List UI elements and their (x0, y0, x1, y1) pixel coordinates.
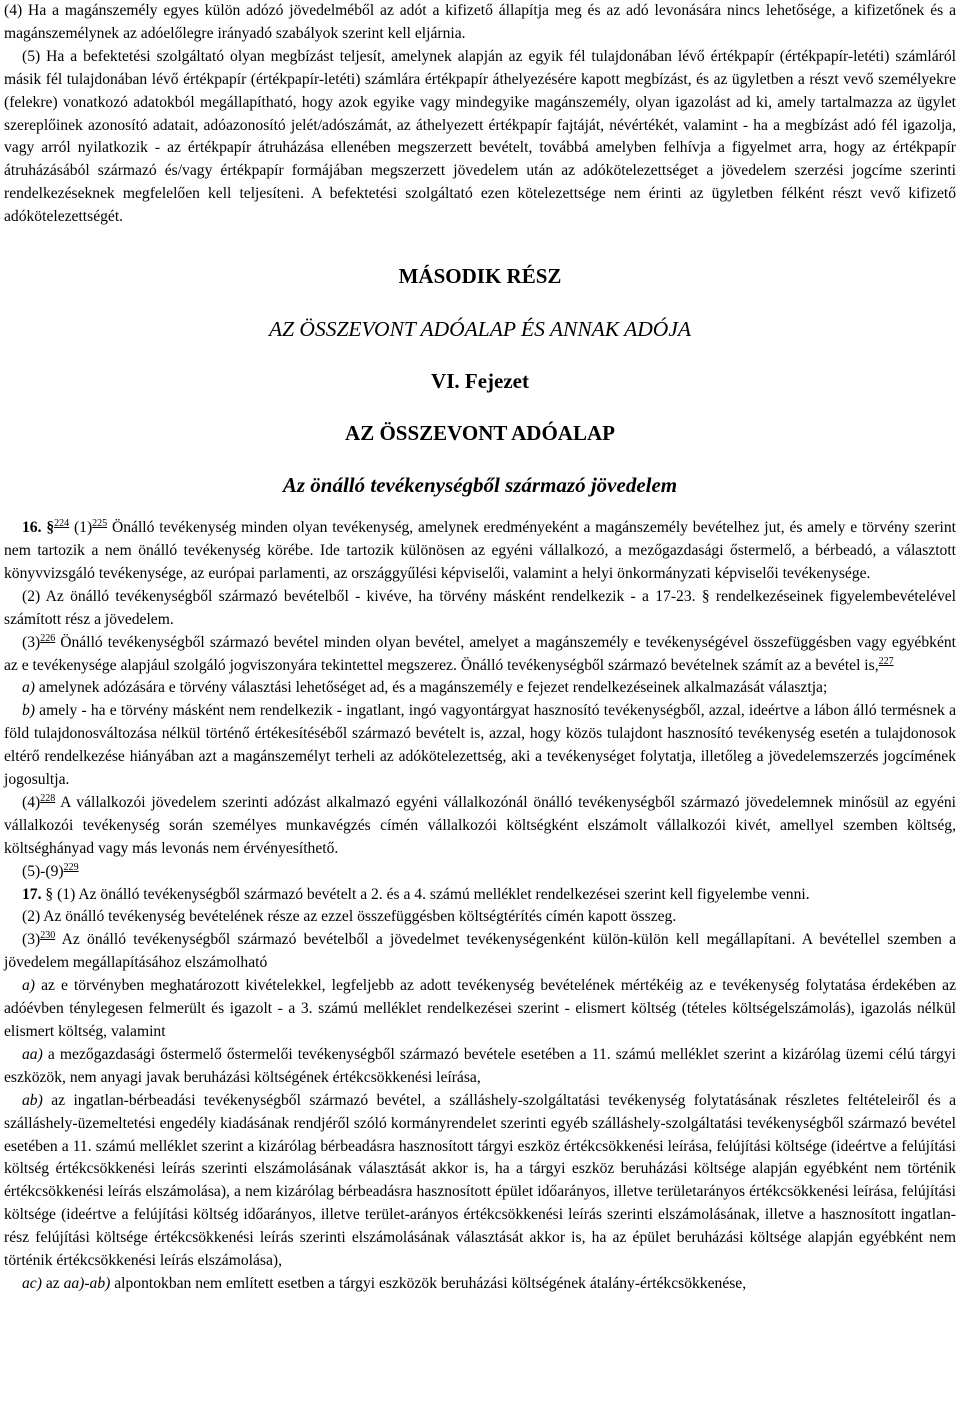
point-aa-text: a mezőgazdasági őstermelő őstermelői tevékenységből származó bevétele esetében a 11. számú melléklet szerint a kizárólag üzemi célú tárgyi eszközök, nem anyagi javak beruházási költségének értékcsökkenési leírása, (4, 1045, 956, 1086)
section-16-number: 16. § (22, 519, 55, 537)
s16-p4-text: A vállalkozói jövedelem szerinti adózást alkalmazó egyéni vállalkozónál önálló tevékenységből származó jövedelemnek minősül az egyéni vállalkozói tevékenység során személyes munkavégzés címén vállalkozói költségként elszámolt vállalkozói kivét, amellyel szemben költség, költséghányad vagy más levonás nem érvényesíthető. (4, 793, 956, 857)
section-17-point-a (4, 975, 956, 1044)
footnote-ref-227[interactable]: 227 (878, 655, 894, 667)
section-16-paragraph-1 (4, 517, 956, 586)
section-16-point-a (4, 677, 956, 700)
section-17-number: 17. (22, 885, 42, 903)
point-b-label: b) (22, 702, 35, 720)
section-17-point-ac (4, 1273, 956, 1296)
s16-p5-prefix: (5)-(9) (22, 862, 64, 880)
part-title: AZ ÖSSZEVONT ADÓALAP ÉS ANNAK ADÓJA (268, 317, 692, 342)
point-ac-text: alpontokban nem említett esetben a tárgyi eszközök beruházási költségének átalány-értékcsökkenése, (110, 1274, 747, 1292)
s17-p3-prefix: (3) (22, 931, 41, 949)
footnote-ref-229[interactable]: 229 (63, 861, 79, 873)
s17-point-a-label: a) (22, 977, 35, 995)
section-17-point-aa (4, 1044, 956, 1090)
footnote-ref-228[interactable]: 228 (40, 792, 56, 804)
footnote-ref-225[interactable]: 225 (92, 518, 108, 530)
section-16-paragraph-3 (4, 632, 956, 678)
chapter-heading: VI. Fejezet (431, 369, 529, 394)
s17-point-a-text: az e törvényben meghatározott kivételekkel, legfeljebb az adott tevékenység bevételének mértékéig az e tevékenység folytatása érdekében az adóévben ténylegesen felmerült és igazolt - a 3. számú melléklet rendelkezései szerint - elismert költség (tételes költségelszámolás), igazolás nélkül elismert költség, valamint (4, 977, 956, 1040)
part-heading: MÁSODIK RÉSZ (398, 264, 562, 289)
point-ac-mid: az (41, 1274, 64, 1292)
section-17-paragraph-1 (4, 884, 956, 907)
point-ab-text: az ingatlan-bérbeadási tevékenységből származó bevétel, a szálláshely-szolgáltatási tevékenység folytatásának részletes feltételeiről és a szálláshely-üzemeltetési engedély kiadásának rendjéről szóló kormányrendelet szerinti egyéb szálláshely-szolgáltatási tevékenységből származó bevétel esetében a 11. számú melléklet szerint a kizárólag bérbeadásra hasznosított tárgyi eszköz értékcsökkenési leírása, felújítási költsége (ideértve a felújítási költség értékcsökkenési leírás szerinti elszámolásának választását akkor is, ha a tárgyi eszköz beruházási költsége alapján egyébként nem történik értékcsökkenési leírás elszámolása), a nem kizárólag bérbeadásra hasznosított épület időarányos, illetve területarányos értékcsökkenési leírása, felújítási költsége (ideértve a felújítási költség időarányos, illetve terület-arányos értékcsökkenési leírás szerinti elszámolásának, illetve a hasznosított ingatlan-rész felújítási költsége értékcsökkenési leírás szerinti elszámolásának választását akkor is, ha az épület beruházási költsége alapján egyébként nem történik értékcsökkenési leírás elszámolása), (4, 1091, 956, 1270)
paragraph-5: (5) Ha a befektetési szolgáltató olyan megbízást teljesít, amelynek alapján az egyik fél tulajdonában lévő értékpapír (értékpapír-letéti) számláról másik fél tulajdonában lévő értékpapír (értékpapír-letéti) számlára értékpapír áthelyezésére kapott megbízást, és az ügyletben a részt vevő személyekre (felekre) vonatkozó adatokból megállapítható, hogy azok egyike vagy mindegyike magánszemély, olyan igazolást ad ki, amely tartalmazza az ügylet szereplőinek azonosító adatait, adóazonosító jelét/adószámát, az áthelyezett értékpapír fajtáját, névértékét, valamint - ha a megbízást adó fél igazolja, vagy arról nyilatkozik - az értékpapír átruházása ellenében megszerzett bevételt, továbbá amelyben felhívja a figyelmet arra, hogy az értékpapír átruházásából származó és/vagy értékpapír formájában megszerzett jövedelem után az adókötelezettséget a jövedelem szerzési jogcíme szerinti rendelkezéseknek megfelelően kell teljesíteni. A befektetési szolgáltató ezen kötelezettsége nem érinti az ügyletben félként részt vevő kifizető adókötelezettségét. (4, 47, 956, 226)
footnote-ref-230[interactable]: 230 (40, 930, 56, 942)
section-17-point-ab (4, 1090, 956, 1273)
s17-p1-text: § (1) Az önálló tevékenységből származó bevételt a 2. és a 4. számú melléklet rendelkezései szerint kell figyelembe venni. (41, 885, 810, 903)
point-b-text: amely - ha e törvény másként nem rendelkezik - ingatlant, ingó vagyontárgyat hasznosító tevékenységből, azzal, ideértve a lábon álló termésnek a föld tulajdonosváltozása nélkül történő értékesítéséből származó bevételt is, azzal, hogy közös tulajdont hasznosító tevékenység esetén a tulajdonosok eltérő rendelkezése hiányában azt a magánszemélyt terheli az adókötelezettség, aki a tevékenységet folytatja, illetőleg a jövedelemszerzés jogcímének jogosultja. (4, 702, 956, 789)
point-a-text: amelynek adózására e törvény választási lehetőséget ad, és a magánszemély e fejezet rendelkezéseinek alkalmazását választja; (35, 679, 828, 697)
paragraph-4: (4) Ha a magánszemély egyes külön adózó jövedelméből az adót a kifizető állapítja meg és az adó levonására nincs lehetősége, a kifizetőnek és a magánszemélynek az adóelőlegre irányadó szabályok szerint kell eljárnia. (4, 2, 956, 42)
section-16-point-b (4, 700, 956, 792)
section-17-paragraph-2: (2) Az önálló tevékenység bevételének része az ezzel összefüggésben költségtérítés címén kapott összeg. (22, 908, 677, 926)
s17-p3-text: Az önálló tevékenységből származó bevételből a jövedelmet tevékenységenként külön-külön kell megállapítani. A bevétellel szemben a jövedelem megállapításához elszámolható (4, 931, 956, 972)
point-aa-label: aa) (22, 1045, 43, 1063)
s16-p4-prefix: (4) (22, 793, 41, 811)
s16-p1-text: Önálló tevékenység minden olyan tevékenység, amelynek eredményeként a magánszemély bevételhez jut, és amely e törvény szerint nem tartozik a nem önálló tevékenység körébe. Ide tartozik különösen az egyéni vállalkozó, a mezőgazdasági őstermelő, a bérbeadó, a választott könyvvizsgáló tevékenysége, az európai parlamenti, az országgyűlési képviselői, valamint a helyi önkormányzati képviselői tevékenysége. (4, 519, 956, 582)
subtitle: Az önálló tevékenységből származó jövedelem (282, 473, 678, 498)
point-ab-label: ab) (22, 1091, 43, 1109)
footnote-ref-226[interactable]: 226 (40, 632, 56, 644)
section-16-paragraph-2: (2) Az önálló tevékenységből származó bevételből - kivéve, ha törvény másként rendelkezik - a 17-23. § rendelkezéseinek figyelembevételével számított rész a jövedelem. (4, 587, 956, 628)
point-ac-label: ac) (22, 1274, 42, 1292)
section-16-paragraph-4 (4, 792, 956, 861)
s16-p3-text: Önálló tevékenységből származó bevétel minden olyan bevétel, amelyet a magánszemély e tevékenységével összefüggésben vagy egyébként az e tevékenysége alapjául szolgáló jogviszonyára tekintettel megszerez. Önálló tevékenységből származó bevételnek számít az a bevétel is, (4, 633, 956, 674)
s16-p1-prefix: (1) (69, 519, 93, 537)
chapter-title: AZ ÖSSZEVONT ADÓALAP (345, 421, 615, 446)
point-a-label: a) (22, 679, 35, 697)
section-16-paragraph-5-9 (4, 861, 956, 884)
footnote-ref-224[interactable]: 224 (54, 518, 70, 530)
section-17-paragraph-3 (4, 929, 956, 975)
point-ac-ref: aa)-ab) (63, 1274, 111, 1292)
s16-p3-prefix: (3) (22, 633, 41, 651)
